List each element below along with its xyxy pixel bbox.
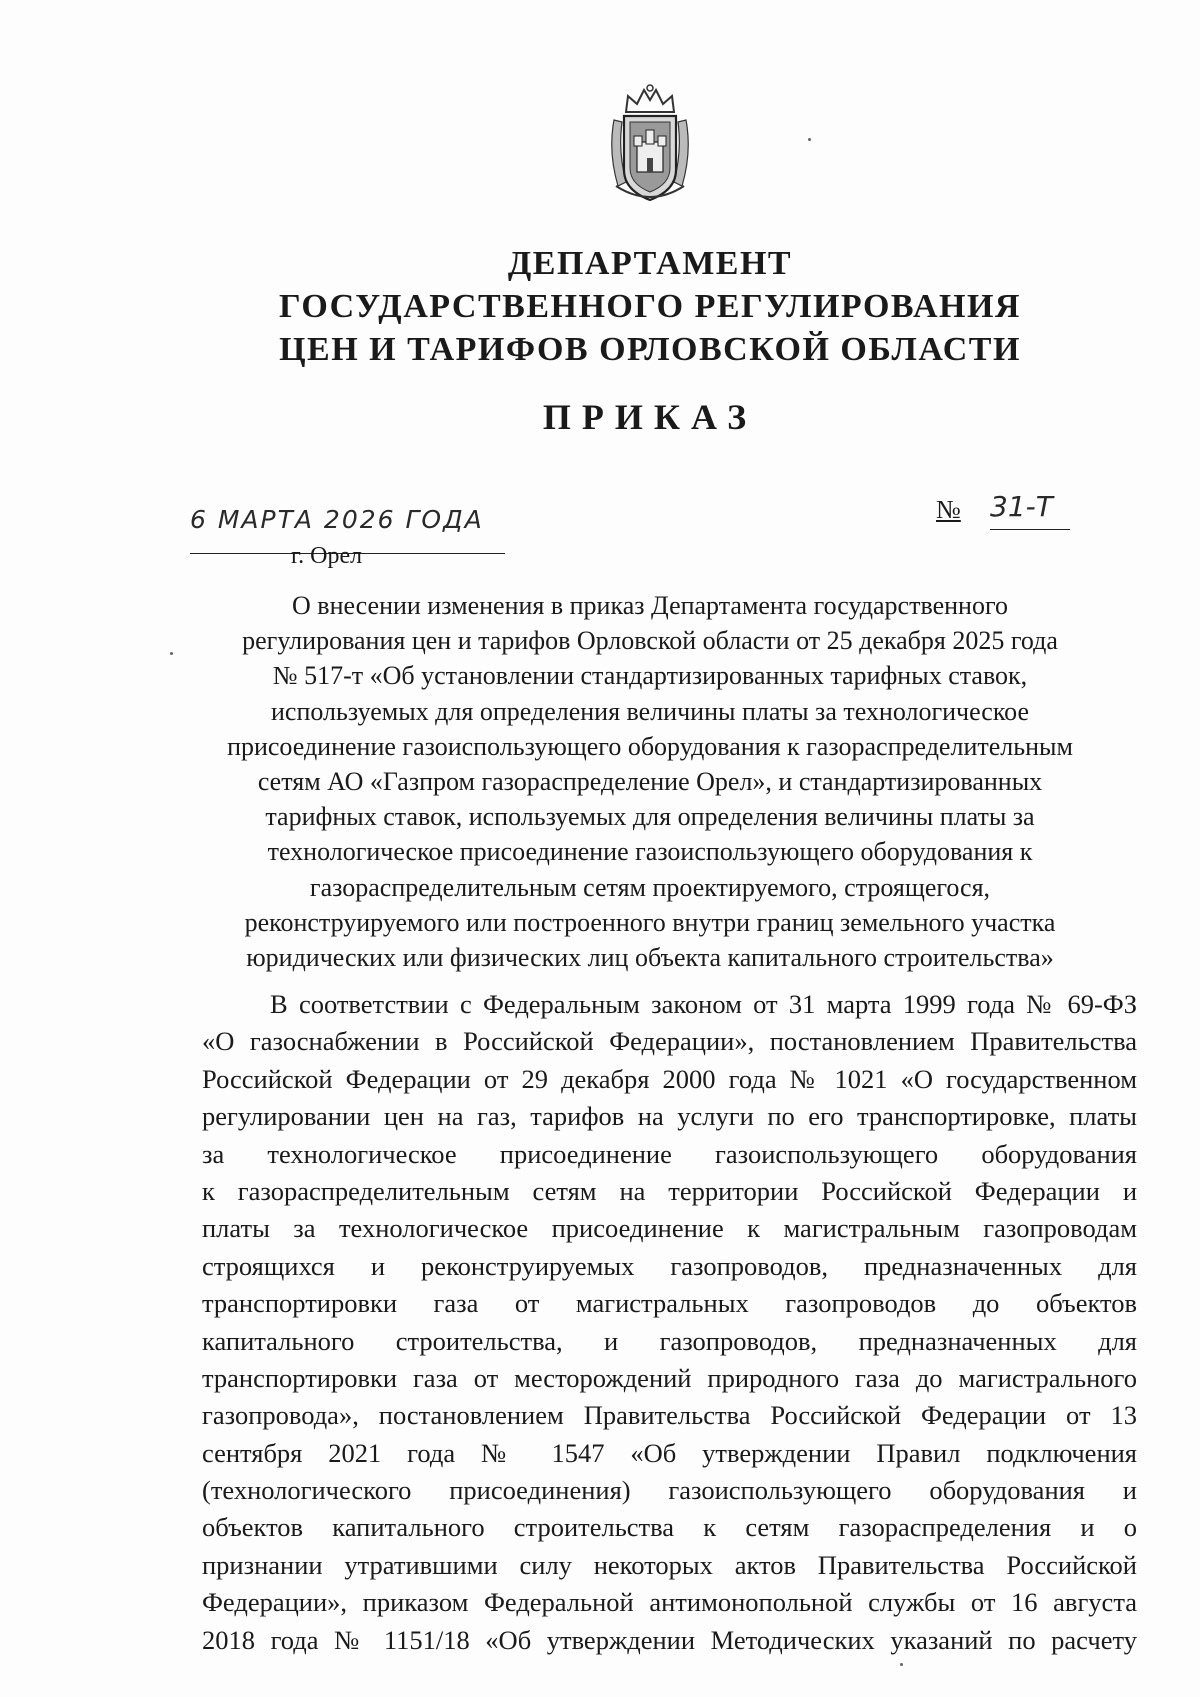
subject-line: газораспределительным сетям проектируемого, строящегося, (309, 872, 991, 902)
scan-speck (808, 138, 811, 141)
scan-speck (170, 652, 173, 655)
subject-line: № 517-т «Об установлении стандартизированных тарифных ставок, (272, 661, 1028, 691)
body-line: признании утратившими силу некоторых актов Правительства Российской (202, 1549, 1137, 1580)
subject-line: сетям АО «Газпром газораспределение Орел», и стандартизированных (257, 767, 1043, 797)
body-line: строящихся и реконструируемых газопроводов, предназначенных для (202, 1250, 1137, 1281)
subject-line: регулирования цен и тарифов Орловской области от 25 декабря 2025 года (242, 626, 1058, 656)
body-line: регулировании цен на газ, тарифов на услуги по его транспортировке, платы (202, 1101, 1137, 1132)
order-body (202, 986, 1137, 1659)
subject-line: О внесении изменения в приказ Департамента государственного (292, 591, 1008, 620)
number-label: № (936, 495, 961, 524)
order-date: 6 МАРТА 2026 ГОДА (190, 505, 484, 534)
subject-line: тарифных ставок, используемых для определения величины платы за (265, 802, 1035, 832)
body-line: объектов капитального строительства к сетям газораспределения и о (202, 1512, 1137, 1543)
body-line: транспортировки газа от месторождений природного газа до магистрального (202, 1362, 1137, 1393)
department-header (250, 242, 1050, 371)
body-line: 2018 года № 1151/18 «Об утверждении Методических указаний по расчету (202, 1624, 1137, 1655)
body-line: сентября 2021 года № 1547 «Об утверждении Правил подключения (202, 1437, 1137, 1468)
city-label: г. Орел (291, 543, 363, 569)
body-line: «О газоснабжении в Российской Федерации», постановлением Правительства (202, 1026, 1137, 1057)
subject-line: используемых для определения величины платы за технологическое (270, 696, 1030, 726)
order-subject (190, 588, 1110, 975)
subject-line: присоединение газоиспользующего оборудования к газораспределительным (227, 731, 1073, 761)
scan-speck (900, 1663, 903, 1666)
coat-of-arms-icon (604, 82, 696, 208)
body-line: газопровода», постановлением Правительства Российской Федерации от 13 (202, 1400, 1137, 1431)
body-line: к газораспределительным сетям на территории Российской Федерации и (202, 1175, 1137, 1206)
subject-line: юридических или физических лиц объекта капитального строительства» (246, 943, 1054, 973)
body-line: транспортировки газа от магистральных газопроводов до объектов (202, 1288, 1137, 1319)
body-line: за технологическое присоединение газоиспользующего оборудования (202, 1138, 1137, 1169)
header-line: ДЕПАРТАМЕНТ (507, 245, 793, 282)
body-line: платы за технологическое присоединение к магистральным газопроводам (202, 1213, 1137, 1244)
body-line: Российской Федерации от 29 декабря 2000 года № 1021 «О государственном (202, 1063, 1137, 1094)
order-number: 31-Т (990, 490, 1053, 523)
header-line: ГОСУДАРСТВЕННОГО РЕГУЛИРОВАНИЯ (279, 288, 1021, 325)
body-line: Федерации», приказом Федеральной антимонопольной службы от 16 августа (202, 1587, 1137, 1618)
order-title: ПРИКАЗ (542, 397, 758, 437)
body-line: (технологического присоединения) газоиспользующего оборудования и (202, 1475, 1137, 1506)
subject-line: технологическое присоединение газоиспользующего оборудования к (267, 837, 1033, 867)
subject-line: реконструируемого или построенного внутри границ земельного участка (244, 907, 1056, 937)
body-line: В соответствии с Федеральным законом от 31 марта 1999 года № 69-ФЗ (270, 989, 1137, 1019)
number-underline (990, 529, 1070, 530)
header-line: ЦЕН И ТАРИФОВ ОРЛОВСКОЙ ОБЛАСТИ (279, 331, 1021, 368)
body-line: капитального строительства, и газопроводов, предназначенных для (202, 1325, 1137, 1356)
